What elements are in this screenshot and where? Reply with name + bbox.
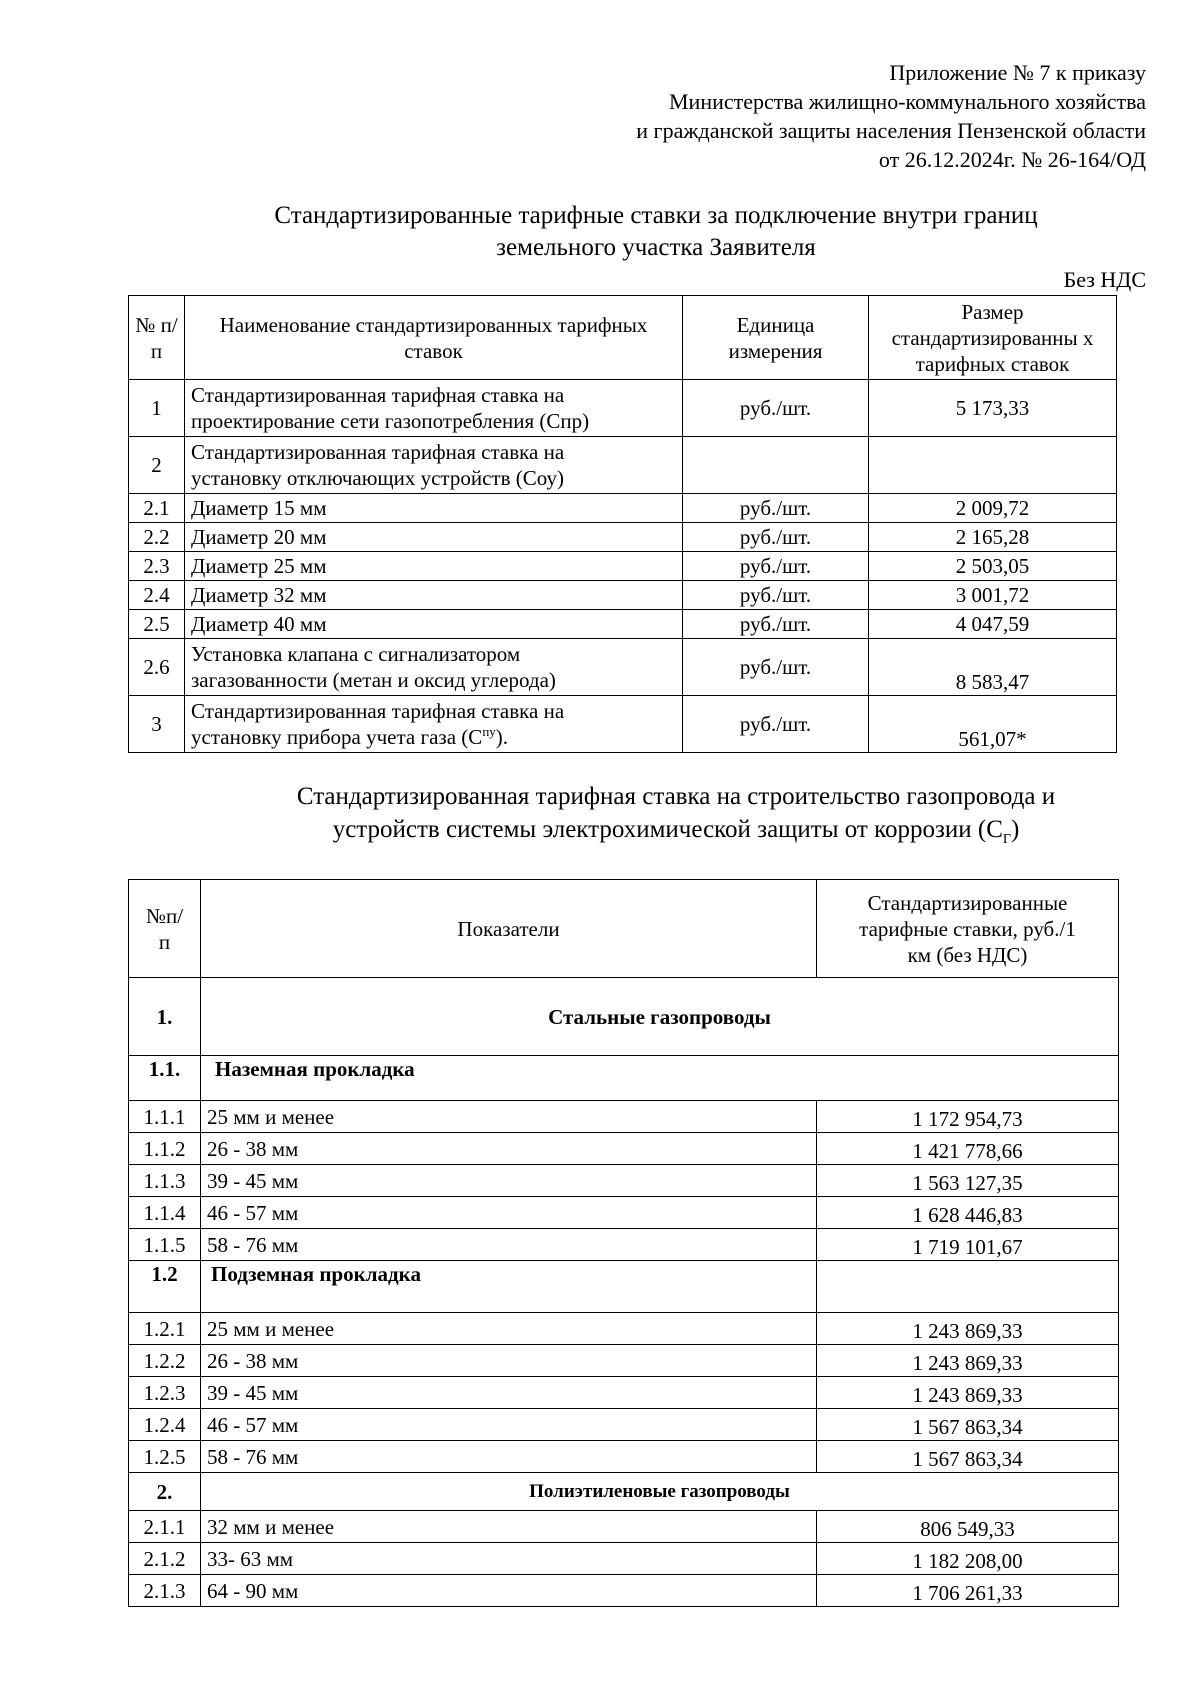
table1-title bbox=[196, 200, 1116, 264]
row-unit: руб./шт. bbox=[683, 696, 869, 753]
table2-title-line-2-text: устройств системы электрохимической защиты от коррозии (С bbox=[332, 816, 1003, 843]
appendix-header bbox=[636, 58, 1146, 174]
table-row bbox=[129, 1313, 1119, 1345]
row-name: Диаметр 20 мм bbox=[185, 523, 683, 552]
row-num: 1.2.1 bbox=[129, 1313, 201, 1345]
subsection-num: 1.2 bbox=[129, 1261, 201, 1313]
table-row bbox=[129, 1543, 1119, 1575]
table-row bbox=[129, 1345, 1119, 1377]
row-unit: руб./шт. bbox=[683, 552, 869, 581]
header-indicator: Показатели bbox=[201, 880, 817, 978]
row-value: 1 567 863,34 bbox=[817, 1409, 1119, 1441]
row-unit: руб./шт. bbox=[683, 523, 869, 552]
row-name: 58 - 76 мм bbox=[201, 1229, 817, 1261]
row-name: 26 - 38 мм bbox=[201, 1345, 817, 1377]
row-num: 2.4 bbox=[129, 581, 185, 610]
row-value: 1 182 208,00 bbox=[817, 1543, 1119, 1575]
table-row bbox=[129, 1101, 1119, 1133]
row-unit: руб./шт. bbox=[683, 380, 869, 437]
table-row bbox=[129, 1165, 1119, 1197]
row-name: 39 - 45 мм bbox=[201, 1165, 817, 1197]
row-name-line-2: загазованности (метан и оксид углерода) bbox=[191, 668, 556, 692]
row-name-line-2-end: ). bbox=[495, 725, 509, 749]
row-num: 1.2.3 bbox=[129, 1377, 201, 1409]
row-num: 1.1.2 bbox=[129, 1133, 201, 1165]
row-num: 1.1.3 bbox=[129, 1165, 201, 1197]
row-unit bbox=[683, 437, 869, 494]
table-row bbox=[129, 1133, 1119, 1165]
subsection-empty-cell bbox=[817, 1261, 1119, 1313]
row-name: 46 - 57 мм bbox=[201, 1409, 817, 1441]
row-num: 2.1 bbox=[129, 494, 185, 523]
row-name-line-2: установку отключающих устройств (Соу) bbox=[191, 466, 564, 490]
row-value: 561,07* bbox=[869, 696, 1117, 753]
row-name: 25 мм и менее bbox=[201, 1101, 817, 1133]
table-row bbox=[129, 523, 1117, 552]
row-num: 1 bbox=[129, 380, 185, 437]
row-name: 46 - 57 мм bbox=[201, 1197, 817, 1229]
row-value: 1 243 869,33 bbox=[817, 1377, 1119, 1409]
table-row bbox=[129, 1511, 1119, 1543]
row-unit: руб./шт. bbox=[683, 639, 869, 696]
table1-header-row bbox=[129, 296, 1117, 380]
row-num: 2.5 bbox=[129, 610, 185, 639]
table2-title-line-1: Стандартизированная тарифная ставка на строительство газопровода и bbox=[296, 783, 1056, 810]
header-rate-line-2: тарифные ставки, руб./1 bbox=[859, 916, 1076, 941]
row-name bbox=[185, 639, 683, 696]
header-num-line-2: п bbox=[158, 929, 171, 954]
header-line-4: от 26.12.2024г. № 26-164/ОД bbox=[878, 147, 1146, 172]
row-num: 1.1.4 bbox=[129, 1197, 201, 1229]
row-value: 3 001,72 bbox=[869, 581, 1117, 610]
row-name: 25 мм и менее bbox=[201, 1313, 817, 1345]
subsection-row bbox=[129, 1261, 1119, 1313]
row-value: 8 583,47 bbox=[869, 639, 1117, 696]
row-name-line-2 bbox=[191, 724, 676, 750]
header-rate bbox=[817, 880, 1119, 978]
row-name: 58 - 76 мм bbox=[201, 1441, 817, 1473]
header-num: № п/п bbox=[129, 296, 185, 380]
row-value: 1 628 446,83 bbox=[817, 1197, 1119, 1229]
row-name: 64 - 90 мм bbox=[201, 1575, 817, 1607]
row-value: 1 719 101,67 bbox=[817, 1229, 1119, 1261]
row-num: 1.1.5 bbox=[129, 1229, 201, 1261]
row-unit: руб./шт. bbox=[683, 610, 869, 639]
row-num: 2.6 bbox=[129, 639, 185, 696]
row-num: 3 bbox=[129, 696, 185, 753]
row-name-line-1: Стандартизированная тарифная ставка на bbox=[191, 440, 565, 464]
pipeline-rates-table bbox=[128, 879, 1119, 1607]
section-num: 1. bbox=[129, 978, 201, 1056]
table-row bbox=[129, 581, 1117, 610]
table2-title-subscript: Г bbox=[1002, 832, 1011, 847]
header-line-3: и гражданской защиты населения Пензенской области bbox=[636, 118, 1146, 143]
row-name-line-1: Установка клапана с сигнализатором bbox=[191, 642, 521, 666]
header-rate-line-1: Стандартизированные bbox=[867, 890, 1068, 915]
table-row bbox=[129, 1575, 1119, 1607]
row-value: 1 172 954,73 bbox=[817, 1101, 1119, 1133]
row-name-line-1: Стандартизированная тарифная ставка на bbox=[191, 383, 565, 407]
row-name bbox=[185, 696, 683, 753]
table1-title-line-1: Стандартизированные тарифные ставки за подключение внутри границ bbox=[274, 202, 1038, 229]
section-title: Стальные газопроводы bbox=[201, 978, 1119, 1056]
row-name: 33- 63 мм bbox=[201, 1543, 817, 1575]
row-name-superscript: пу bbox=[482, 724, 496, 739]
table-row bbox=[129, 380, 1117, 437]
row-num: 2.3 bbox=[129, 552, 185, 581]
connection-rates-table bbox=[128, 295, 1117, 753]
row-value: 1 567 863,34 bbox=[817, 1441, 1119, 1473]
row-name: Диаметр 15 мм bbox=[185, 494, 683, 523]
header-size: Размер стандартизированны х тарифных ставок bbox=[869, 296, 1117, 380]
row-num: 2.2 bbox=[129, 523, 185, 552]
subsection-row bbox=[129, 1056, 1119, 1101]
table-row bbox=[129, 1409, 1119, 1441]
section-row bbox=[129, 1473, 1119, 1511]
row-value: 1 563 127,35 bbox=[817, 1165, 1119, 1197]
row-value: 806 549,33 bbox=[817, 1511, 1119, 1543]
row-value: 2 009,72 bbox=[869, 494, 1117, 523]
header-num-line-1: №п/ bbox=[145, 903, 184, 928]
subsection-title: Наземная прокладка bbox=[201, 1056, 1119, 1101]
section-title: Полиэтиленовые газопроводы bbox=[201, 1473, 1119, 1511]
table2-header-row bbox=[129, 880, 1119, 978]
row-unit: руб./шт. bbox=[683, 494, 869, 523]
table1-title-line-2: земельного участка Заявителя bbox=[496, 234, 816, 261]
row-name: 32 мм и менее bbox=[201, 1511, 817, 1543]
row-name: Диаметр 40 мм bbox=[185, 610, 683, 639]
row-num: 2.1.2 bbox=[129, 1543, 201, 1575]
header-line-2: Министерства жилищно-коммунального хозяйства bbox=[668, 89, 1146, 114]
row-value: 2 165,28 bbox=[869, 523, 1117, 552]
row-name: Диаметр 25 мм bbox=[185, 552, 683, 581]
vat-note: Без НДС bbox=[1063, 267, 1146, 292]
section-num: 2. bbox=[129, 1473, 201, 1511]
row-name bbox=[185, 380, 683, 437]
table-row bbox=[129, 437, 1117, 494]
table-row bbox=[129, 610, 1117, 639]
table2-title-line-2-end: ) bbox=[1010, 816, 1020, 843]
table-row bbox=[129, 494, 1117, 523]
row-name-line-2-text: установку прибора учета газа (С bbox=[191, 725, 483, 749]
row-value: 1 706 261,33 bbox=[817, 1575, 1119, 1607]
subsection-num: 1.1. bbox=[129, 1056, 201, 1101]
row-num: 1.2.5 bbox=[129, 1441, 201, 1473]
row-value: 5 173,33 bbox=[869, 380, 1117, 437]
table-row bbox=[129, 1229, 1119, 1261]
row-num: 2.1.3 bbox=[129, 1575, 201, 1607]
row-value bbox=[869, 437, 1117, 494]
table-row bbox=[129, 1377, 1119, 1409]
table2-title-line-2 bbox=[196, 813, 1156, 846]
row-unit: руб./шт. bbox=[683, 581, 869, 610]
header-num bbox=[129, 880, 201, 978]
row-value: 2 503,05 bbox=[869, 552, 1117, 581]
row-name-line-2: проектирование сети газопотребления (Спр) bbox=[191, 409, 590, 433]
table2-title bbox=[196, 780, 1156, 846]
header-unit: Единица измерения bbox=[683, 296, 869, 380]
table-row bbox=[129, 1441, 1119, 1473]
row-value: 1 243 869,33 bbox=[817, 1345, 1119, 1377]
header-line-1: Приложение № 7 к приказу bbox=[889, 60, 1146, 85]
row-name: 39 - 45 мм bbox=[201, 1377, 817, 1409]
row-num: 1.2.4 bbox=[129, 1409, 201, 1441]
row-value: 1 243 869,33 bbox=[817, 1313, 1119, 1345]
row-name: Диаметр 32 мм bbox=[185, 581, 683, 610]
row-num: 2 bbox=[129, 437, 185, 494]
row-name: 26 - 38 мм bbox=[201, 1133, 817, 1165]
table-row bbox=[129, 552, 1117, 581]
table-row bbox=[129, 696, 1117, 753]
row-name bbox=[185, 437, 683, 494]
section-row bbox=[129, 978, 1119, 1056]
subsection-title: Подземная прокладка bbox=[201, 1261, 817, 1313]
table-row bbox=[129, 1197, 1119, 1229]
row-value: 4 047,59 bbox=[869, 610, 1117, 639]
table-row bbox=[129, 639, 1117, 696]
row-num: 1.2.2 bbox=[129, 1345, 201, 1377]
header-name: Наименование стандартизированных тарифных ставок bbox=[185, 296, 683, 380]
row-value: 1 421 778,66 bbox=[817, 1133, 1119, 1165]
row-num: 2.1.1 bbox=[129, 1511, 201, 1543]
row-num: 1.1.1 bbox=[129, 1101, 201, 1133]
header-rate-line-3: км (без НДС) bbox=[907, 942, 1028, 967]
row-name-line-1: Стандартизированная тарифная ставка на bbox=[191, 699, 565, 723]
